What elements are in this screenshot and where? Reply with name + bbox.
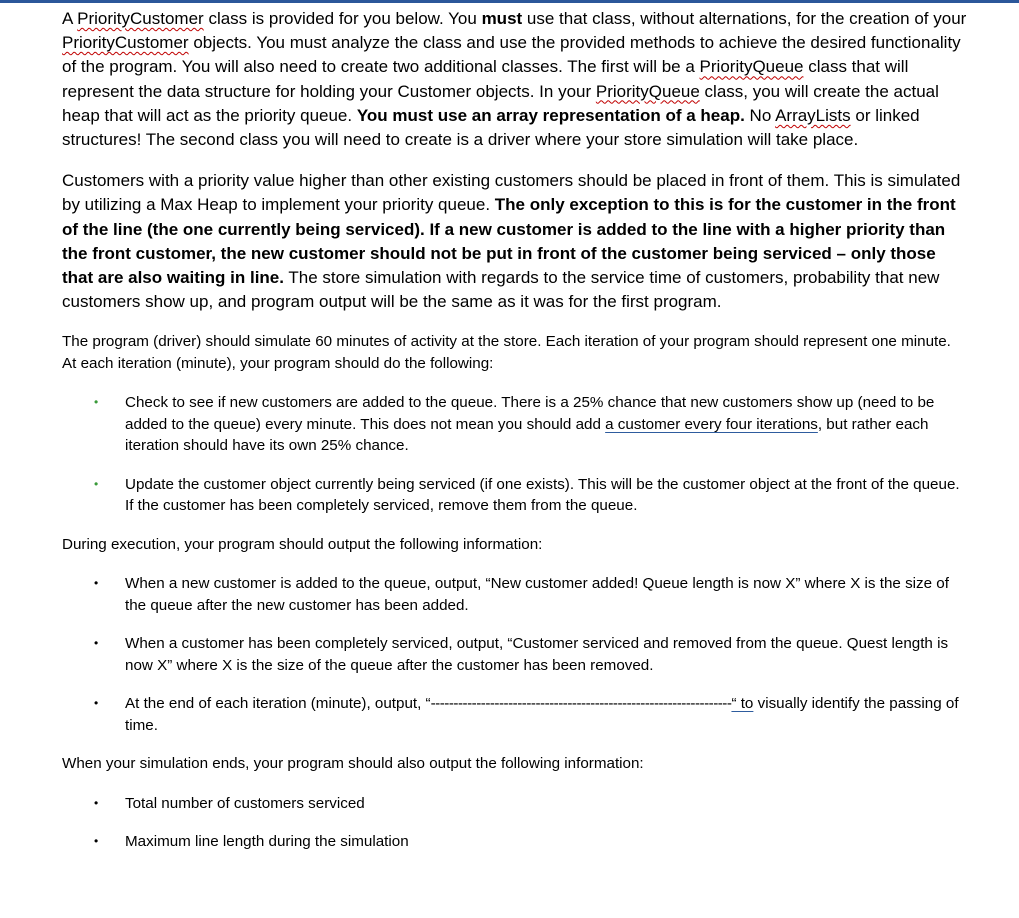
- bullet-icon: •: [94, 696, 99, 711]
- list-item: • Check to see if new customers are added to the queue. There is a 25% chance that new customers show up (need to be added to the queue) every minute. This does not mean you should add a customer every four iterations, but rather each iteration should have its own 25% chance.: [94, 394, 935, 455]
- spellcheck-word[interactable]: PriorityCustomer: [77, 9, 204, 28]
- paragraph-priority: Customers with a priority value higher than other existing customers should be placed in front of them. This is simulated by utilizing a Max Heap to implement your priority queue. The only exception to this is for the customer in the front of the line (the one currently being serviced). If a new customer is added to the line with a higher priority than the front customer, the new customer should not be put in front of the customer being serviced – only those that are also waiting in line. The store simulation with regards to the service time of customers, probability that new customers show up, and program output will be the same as it was for the first program.: [62, 171, 961, 312]
- iteration-bullet-list: [62, 392, 967, 517]
- bullet-icon: •: [94, 395, 99, 410]
- dash-separator: ------------------------------------------------------------------: [430, 695, 732, 713]
- list-item: • At the end of each iteration (minute), output, “------------------------------------------------------------------“ to visually identify the passing of time.: [94, 695, 959, 734]
- end-bullet-list: [62, 793, 967, 853]
- paragraph-driver: The program (driver) should simulate 60 minutes of activity at the store. Each iteration of your program should represent one minute. At each iteration (minute), your program should do the following:: [62, 333, 951, 372]
- underlined-phrase: “ to: [731, 695, 754, 713]
- bullet-icon: •: [94, 476, 99, 491]
- bullet-icon: •: [94, 795, 99, 810]
- top-rule: [0, 0, 1019, 3]
- document-page: [62, 7, 967, 853]
- list-item: • Total number of customers serviced: [62, 793, 967, 815]
- spellcheck-word[interactable]: PriorityCustomer: [62, 33, 189, 53]
- list-item: • Maximum line length during the simulation: [62, 831, 967, 853]
- paragraph-intro: A PriorityCustomer class is provided for you below. You must use that class, without alternations, for the creation of your PriorityCustomer objects. You must analyze the class and use the provided methods to achieve the desired functionality of the program. You will also need to create two additional classes. The first will be a PriorityQueue class that will represent the data structure for holding your Customer objects. In your PriorityQueue class, you will create the actual heap that will act as the priority queue. You must use an array representation of a heap. No ArrayLists or linked structures! The second class you will need to create is a driver where your store simulation will take place.: [62, 9, 967, 150]
- list-item: • Update the customer object currently being serviced (if one exists). This will be the customer object at the front of the queue. If the customer has been completely serviced, remove them from the queue.: [94, 475, 960, 515]
- list-item: • When a customer has been completely serviced, output, “Customer serviced and removed from the queue. Quest length is now X” where X is the size of the queue after the customer has been removed.: [94, 635, 949, 674]
- bullet-icon: •: [94, 834, 99, 849]
- spellcheck-word[interactable]: ArrayLists: [775, 105, 851, 125]
- paragraph-end: When your simulation ends, your program should also output the following information:: [62, 755, 644, 773]
- spellcheck-word[interactable]: PriorityQueue: [595, 81, 700, 101]
- underlined-phrase: a customer every four iterations: [605, 415, 818, 433]
- execution-bullet-list: [62, 573, 967, 736]
- bullet-icon: •: [94, 576, 99, 591]
- bullet-icon: •: [94, 636, 99, 651]
- list-item: • When a new customer is added to the queue, output, “New customer added! Queue length is now X” where X is the size of the queue after the new customer has been added.: [94, 575, 949, 614]
- spellcheck-word[interactable]: PriorityQueue: [699, 57, 804, 77]
- paragraph-execution: During execution, your program should output the following information:: [62, 535, 543, 553]
